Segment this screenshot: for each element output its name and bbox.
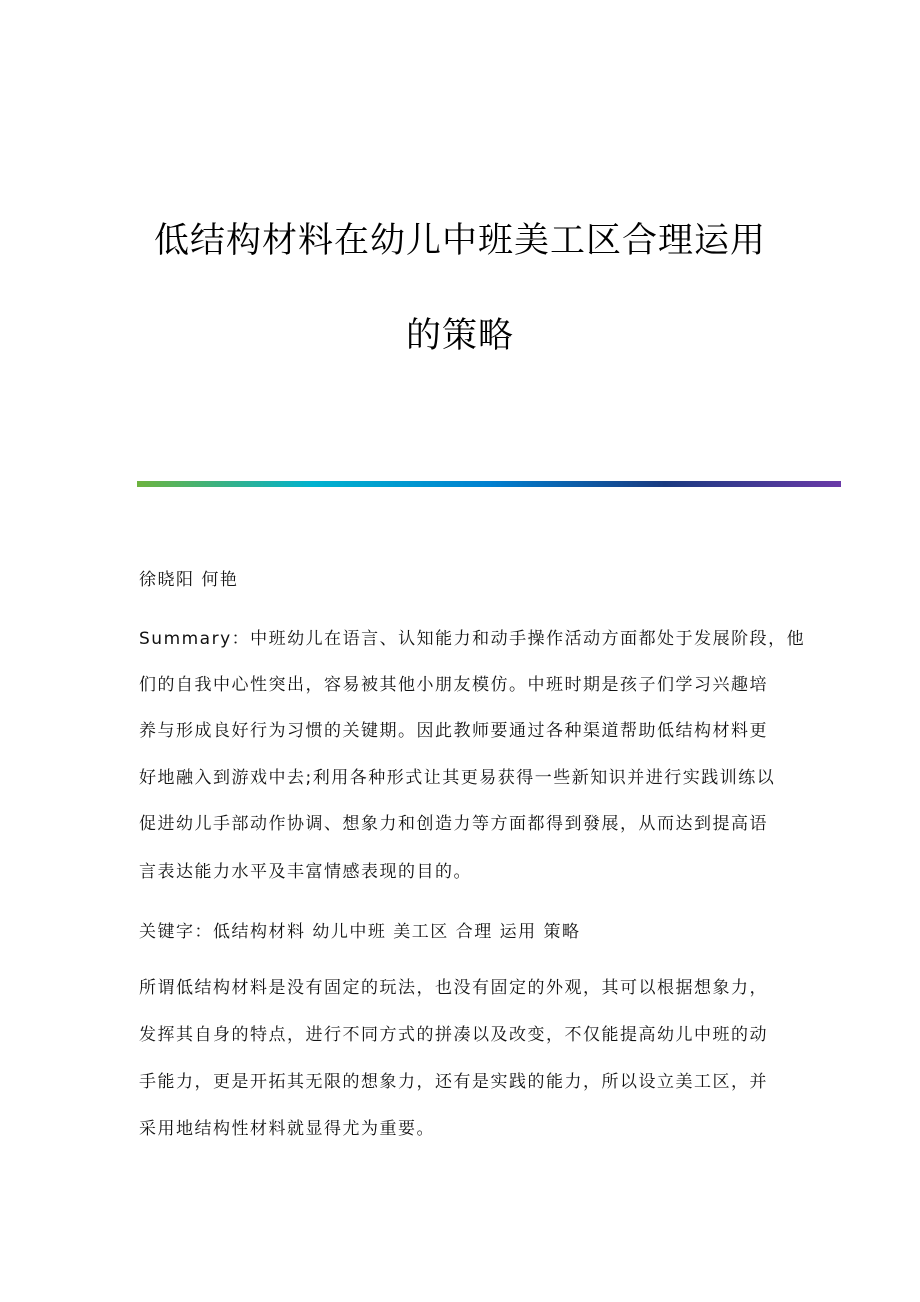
authors: 徐晓阳 何艳 bbox=[139, 570, 239, 590]
document-title-line-2: 的策略 bbox=[405, 316, 514, 356]
paragraph-line: 手能力，更是开拓其无限的想象力，还有是实践的能力，所以设立美工区，并 bbox=[139, 1072, 768, 1092]
paragraph-line: 采用地结构性材料就显得尤为重要。 bbox=[139, 1119, 435, 1139]
summary-line: 言表达能力水平及丰富情感表现的目的。 bbox=[139, 862, 472, 882]
summary-line: 好地融入到游戏中去;利用各种形式让其更易获得一些新知识并进行实践训练以 bbox=[139, 768, 776, 788]
paragraph-line: 发挥其自身的特点，进行不同方式的拼凑以及改变，不仅能提高幼儿中班的动 bbox=[139, 1025, 768, 1045]
summary-line: 促进幼儿手部动作协调、想象力和创造力等方面都得到發展，从而达到提高语 bbox=[139, 814, 768, 834]
summary-line: 养与形成良好行为习惯的关键期。因此教师要通过各种渠道帮助低结构材料更 bbox=[139, 721, 768, 741]
summary-line: 们的自我中心性突出，容易被其他小朋友模仿。中班时期是孩子们学习兴趣培 bbox=[139, 675, 768, 695]
paragraph-line: 所谓低结构材料是没有固定的玩法，也没有固定的外观，其可以根据想象力， bbox=[139, 978, 768, 998]
gradient-divider bbox=[137, 481, 841, 487]
document-title-line-1: 低结构材料在幼儿中班美工区合理运用 bbox=[153, 221, 766, 261]
keywords: 关键字：低结构材料 幼儿中班 美工区 合理 运用 策略 bbox=[139, 922, 581, 942]
summary-line: Summary：中班幼儿在语言、认知能力和动手操作活动方面都处于发展阶段，他 bbox=[139, 629, 806, 649]
